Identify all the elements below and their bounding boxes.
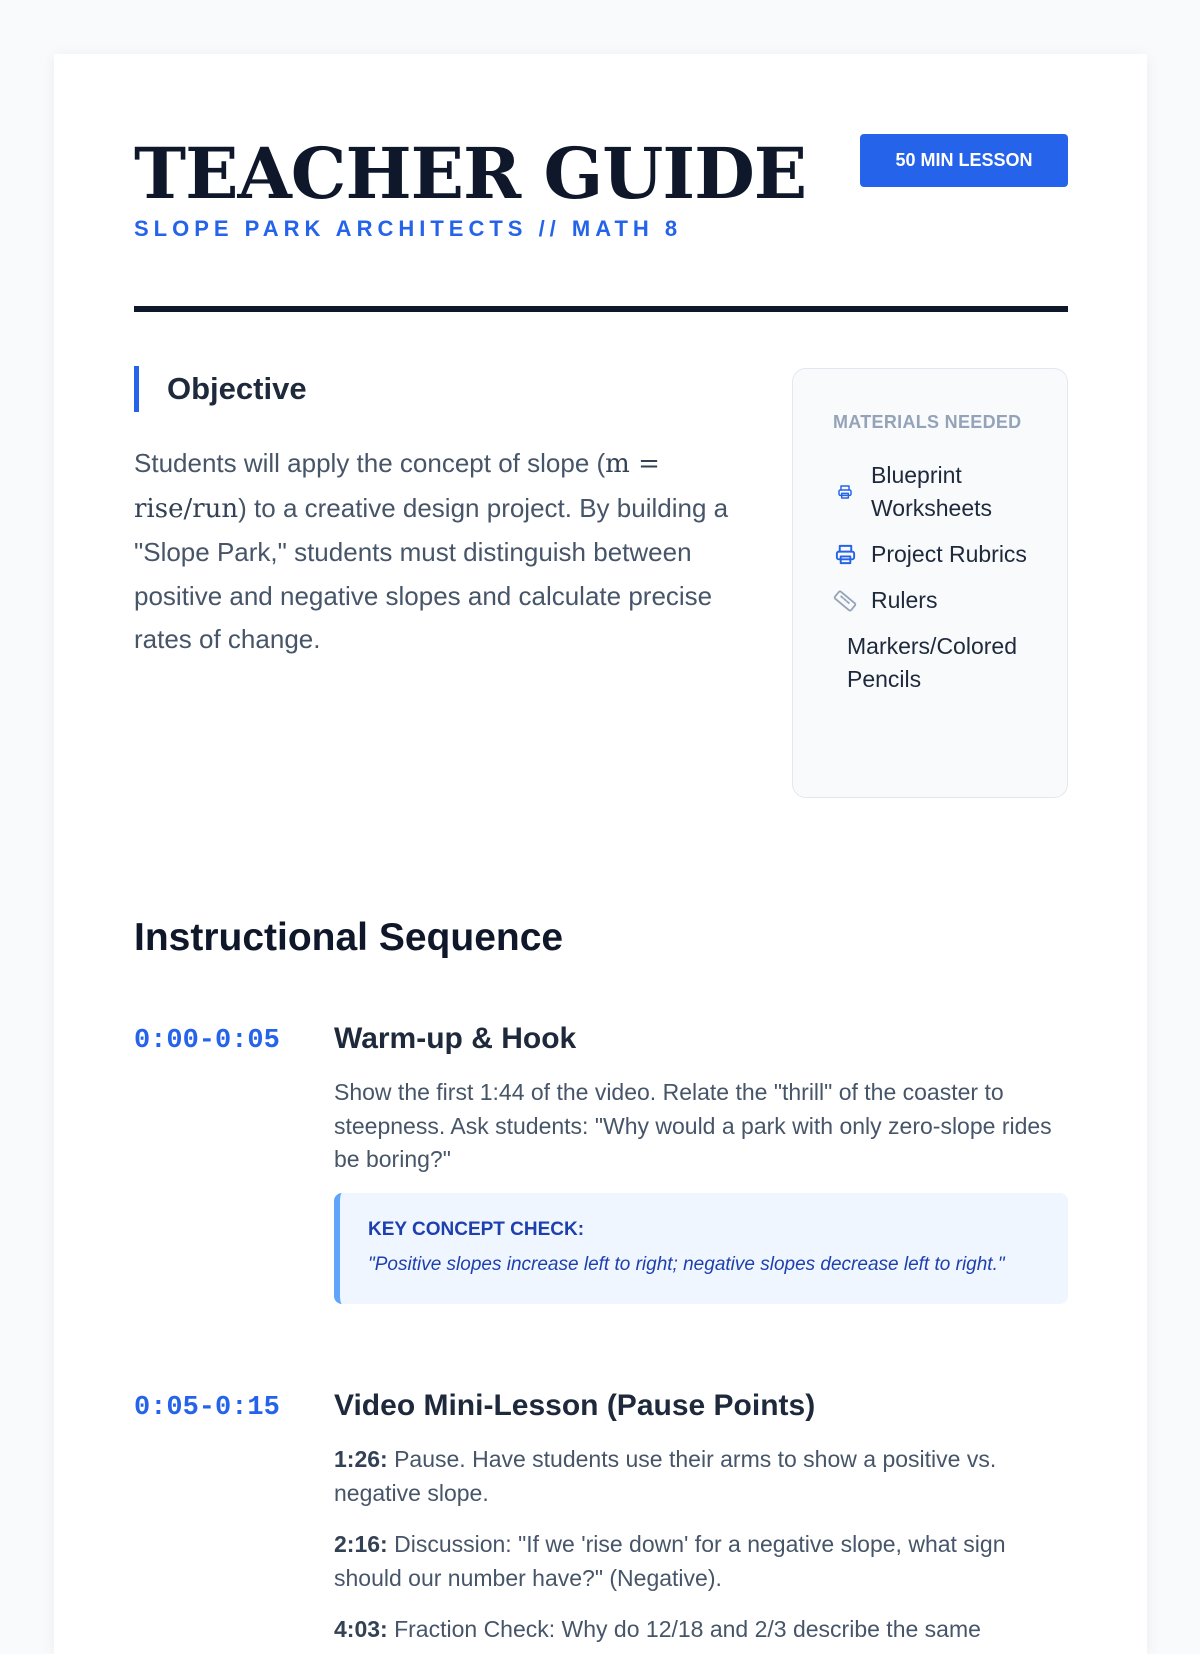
- callout-label: KEY CONCEPT CHECK:: [368, 1218, 585, 1240]
- page-title: TEACHER GUIDE: [134, 132, 807, 215]
- pause-time: 4:03:: [334, 1616, 388, 1642]
- pause-text: Fraction Check: Why do 12/18 and 2/3 describe the same: [387, 1616, 981, 1642]
- header: [134, 134, 1068, 242]
- pause-point: [334, 1443, 1068, 1510]
- printer-icon: [833, 484, 857, 500]
- step-title: Video Mini-Lesson (Pause Points): [334, 1389, 816, 1422]
- pause-text: Pause. Have students use their arms to show a positive vs. negative slope.: [334, 1446, 997, 1506]
- materials-list: [833, 459, 1047, 696]
- objective-title: Objective: [167, 371, 307, 406]
- printer-icon: [833, 543, 857, 566]
- material-item: [833, 630, 1047, 696]
- step-title: Warm-up & Hook: [334, 1022, 577, 1055]
- sequence-title: Instructional Sequence: [134, 916, 564, 959]
- material-label: Project Rubrics: [871, 541, 1027, 567]
- material-label: Rulers: [871, 587, 938, 613]
- material-item: [833, 538, 1047, 571]
- pause-time: 2:16:: [334, 1531, 388, 1557]
- objective-text: [134, 442, 734, 662]
- step-body: [334, 1020, 1068, 1304]
- objective-heading: [134, 366, 734, 412]
- page-subtitle: SLOPE PARK ARCHITECTS // MATH 8: [134, 216, 683, 241]
- callout-text: "Positive slopes increase left to right; negative slopes decrease left to right.": [368, 1253, 1005, 1275]
- lesson-duration-badge: 50 MIN LESSON: [860, 134, 1068, 187]
- material-item: [833, 459, 1047, 525]
- material-label: Markers/Colored Pencils: [847, 633, 1017, 692]
- objective-section: [134, 366, 734, 662]
- step-time: 0:00-0:05: [134, 1026, 280, 1056]
- pause-point: [334, 1613, 1068, 1647]
- pause-time: 1:26:: [334, 1446, 388, 1472]
- material-label: Blueprint Worksheets: [871, 462, 993, 521]
- pause-point: [334, 1528, 1068, 1595]
- objective-text-before: Students will apply the concept of slope (: [134, 448, 606, 478]
- materials-card: [792, 368, 1068, 798]
- step-time: 0:05-0:15: [134, 1393, 280, 1423]
- step-text: Show the first 1:44 of the video. Relate the "thrill" of the coaster to steepness. Ask students: "Why would a park with only zero-slope rides be boring?": [334, 1079, 1052, 1172]
- pause-text: Discussion: "If we 'rise down' for a negative slope, what sign should our number have?" (Negative).: [334, 1531, 1006, 1591]
- materials-title: MATERIALS NEEDED: [833, 412, 1022, 432]
- objective-text-after: ) to a creative design project. By building a "Slope Park," students must distinguish between positive and negative slopes and calculate precise rates of change.: [134, 492, 729, 654]
- material-item: [833, 584, 1047, 617]
- step-body: [334, 1387, 1068, 1647]
- key-concept-callout: [334, 1193, 1068, 1304]
- teacher-guide-page: [54, 54, 1147, 1654]
- header-divider: [134, 306, 1068, 312]
- slope-formula: m = rise/run: [134, 449, 660, 524]
- ruler-icon: [833, 589, 857, 613]
